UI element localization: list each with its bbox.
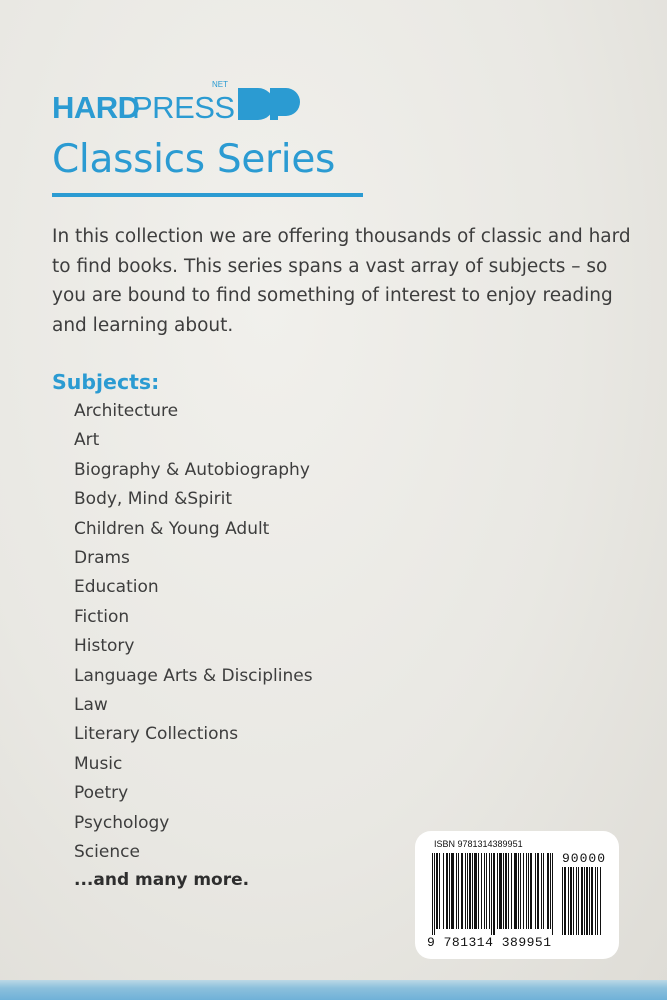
logo-net-text: NET [212,80,228,89]
barcode-bar [537,853,539,929]
barcode-bar [478,853,479,929]
barcode-bar [508,853,509,929]
title-underline [52,193,363,197]
barcode-bar [597,867,598,935]
barcode-bar [586,867,588,935]
barcode-bar [458,853,459,929]
barcode-bar [591,867,593,935]
subject-item: Literary Collections [74,724,239,745]
bottom-blue-strip [0,980,667,1000]
barcode-bar [550,853,551,929]
barcode-bar [584,867,585,935]
subject-item: Biography & Autobiography [74,459,310,480]
barcode-bar [439,853,440,929]
barcode-bar [434,853,435,935]
barcode-bar [511,853,512,929]
barcode-digits: 9 781314 389951 [427,935,552,950]
subjects-heading: Subjects: [52,370,160,394]
barcode-bar [576,867,577,935]
barcode-bar [486,853,487,929]
subject-item: Science [74,842,140,863]
subject-item: Law [74,695,108,716]
barcode-bar [465,853,466,929]
barcode-bar [446,853,448,929]
barcode-bar [443,853,444,929]
barcode-bar [436,853,438,929]
barcode-bar [503,853,504,929]
barcode-bar [456,853,457,929]
isbn-barcode [415,831,619,959]
barcode-bar [535,853,536,929]
barcode-bar [493,853,495,935]
barcode-bar [573,867,574,935]
barcode-bar [595,867,596,935]
barcode-bar [481,853,482,929]
barcode-bar [600,867,601,935]
subject-item: Fiction [74,606,130,627]
barcode-bar [432,853,433,935]
barcode-bar [589,867,590,935]
barcode-bar [526,853,527,929]
barcode-bar [564,867,566,935]
barcode-bar [568,867,569,935]
barcode-bar [484,853,485,929]
logo-hard-text: HARD [52,90,140,125]
barcode-bar [472,853,473,929]
subjects-list [74,397,313,868]
page-title: Classics Series [52,137,336,182]
barcode-bar [467,853,468,929]
barcode-bar [581,867,583,935]
barcode-bar [449,853,450,929]
isbn-label: ISBN 9781314389951 [434,839,523,849]
barcode-bar [489,853,490,929]
barcode-bar [499,853,502,929]
barcode-bar [469,853,471,929]
subject-item: Psychology [74,812,170,833]
barcode-bar [562,867,563,935]
logo-mark-icon [236,86,302,122]
barcode-bar [530,853,532,929]
barcode-bar [570,867,572,935]
subject-item: Language Arts & Disciplines [74,665,313,686]
barcode-bar [520,853,521,929]
subject-item: Art [74,430,100,451]
barcode-bar [547,853,549,929]
subject-item: Drams [74,548,130,569]
barcode-bar [552,853,553,935]
barcode-bar [514,853,517,929]
barcode-bar [543,853,544,929]
subject-item: Architecture [74,401,179,421]
barcode-bar [541,853,542,929]
barcode-bar [528,853,529,929]
barcode-bar [461,853,463,929]
barcode-bar [451,853,454,929]
barcode-bar [505,853,507,929]
barcode-bar [491,853,492,935]
barcode-bar [578,867,579,935]
barcode-addon-digits: 90000 [562,851,607,866]
subject-item: Music [74,753,123,774]
and-many-more: ...and many more. [74,870,250,890]
subject-item: Poetry [74,783,129,804]
subject-item: Education [74,577,159,598]
barcode-bar [523,853,524,929]
intro-paragraph: In this collection we are offering thousands of classic and hard to find books. This series spans a vast array of subjects – so you are bound to find something of interest to enjoy reading and learning about. [52,226,631,336]
barcode-bar [518,853,519,929]
barcode-bar [497,853,498,929]
subject-item: Body, Mind &Spirit [74,489,233,510]
barcode-bar [474,853,477,929]
subject-item: History [74,636,135,657]
logo-press-text: PRESS [132,90,235,125]
barcode-addon-bars [562,867,612,935]
subject-item: Children & Young Adult [74,518,270,539]
barcode-bars [432,853,556,935]
